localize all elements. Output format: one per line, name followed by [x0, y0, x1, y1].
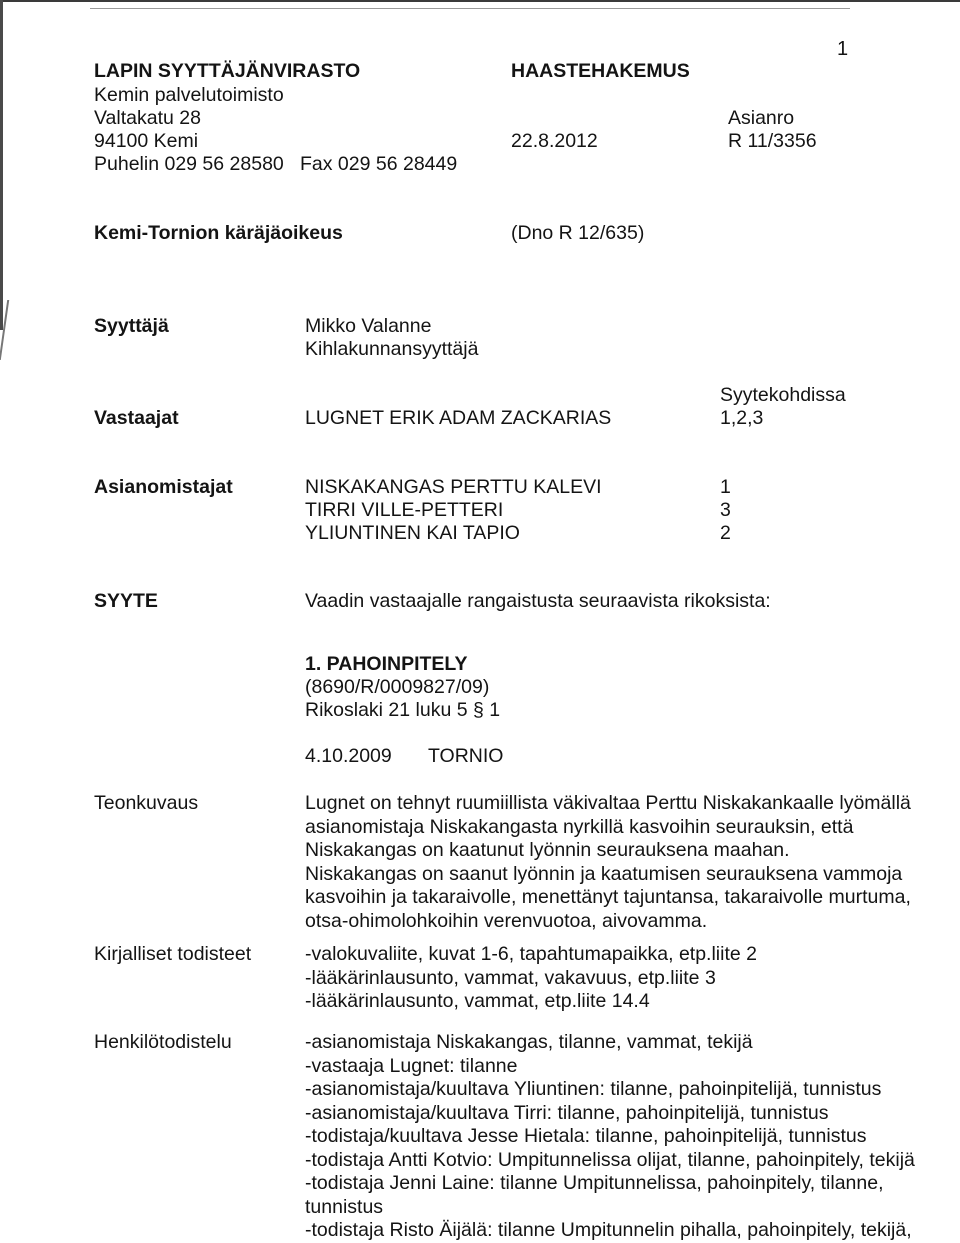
written-evidence-list: [305, 943, 757, 1014]
description-text: [305, 792, 911, 933]
document-date: 22.8.2012: [511, 130, 598, 152]
case-number: R 11/3356: [728, 130, 817, 152]
written-evidence-item: -lääkärinlausunto, vammat, etp.liite 14.4: [305, 990, 650, 1012]
complainant-count: 1: [720, 476, 731, 498]
case-label: Asianro: [728, 107, 795, 129]
witness-evidence-list: [305, 1031, 915, 1243]
witness-evidence-item: -todistaja Jenni Laine: tilanne Umpitunnelissa, pahoinpitely, tilanne,: [305, 1172, 884, 1194]
witness-evidence-label: Henkilötodistelu: [94, 1031, 232, 1053]
complainants-label: Asianomistajat: [94, 476, 233, 498]
sender-office: Kemin palvelutoimisto: [94, 84, 284, 106]
witness-evidence-item: tunnistus: [305, 1195, 384, 1218]
charge-section-label: SYYTE: [94, 590, 158, 612]
description-label: Teonkuvaus: [94, 792, 199, 814]
count-date: 4.10.2009: [305, 745, 392, 767]
witness-evidence-item: -todistaja Antti Kotvio: Umpitunnelissa olijat, tilanne, pahoinpitely, tekijä: [305, 1148, 915, 1171]
charge-intro: Vaadin vastaajalle rangaistusta seuraavista rikoksista:: [305, 590, 771, 612]
sender-org: LAPIN SYYTTÄJÄNVIRASTO: [94, 60, 361, 82]
description-line: Niskakangas on saanut lyönnin ja kaatumisen seurauksena vammoja: [305, 862, 903, 885]
count-reference: (8690/R/0009827/09): [305, 676, 490, 698]
complainant-name: NISKAKANGAS PERTTU KALEVI: [305, 476, 602, 498]
sender-phone: Puhelin 029 56 28580: [94, 153, 284, 175]
description-line: asianomistaja Niskakangasta nyrkillä kasvoihin seurauksin, että: [305, 815, 854, 838]
description-line: Niskakangas on kaatunut lyönnin seurauksena maahan.: [305, 839, 790, 861]
charges-header: Syytekohdissa: [720, 384, 846, 406]
description-line: Lugnet on tehnyt ruumiillista väkivaltaa Perttu Niskakankaalle lyömällä: [305, 792, 911, 814]
sender-fax: Fax 029 56 28449: [300, 153, 458, 175]
witness-evidence-item: -asianomistaja/kuultava Yliuntinen: tilanne, pahoinpitelijä, tunnistus: [305, 1078, 882, 1100]
defendant-name: LUGNET ERIK ADAM ZACKARIAS: [305, 407, 612, 429]
witness-evidence-item: -vastaaja Lugnet: tilanne: [305, 1054, 518, 1077]
written-evidence-label: Kirjalliset todisteet: [94, 943, 252, 965]
prosecutor-name: Mikko Valanne: [305, 315, 432, 337]
scan-edge-top: [0, 0, 960, 2]
court-name: Kemi-Tornion käräjäoikeus: [94, 222, 343, 244]
count-law: Rikoslaki 21 luku 5 § 1: [305, 699, 501, 721]
count-place: TORNIO: [428, 745, 504, 767]
prosecutor-label: Syyttäjä: [94, 315, 169, 337]
complainant-count: 2: [720, 522, 731, 544]
witness-evidence-item: -asianomistaja/kuultava Tirri: tilanne, pahoinpitelijä, tunnistus: [305, 1101, 829, 1124]
document-type: HAASTEHAKEMUS: [511, 60, 690, 82]
description-line: otsa-ohimolohkoihin verenvuotoa, aivovamma.: [305, 909, 708, 932]
written-evidence-item: -valokuvaliite, kuvat 1-6, tapahtumapaikka, etp.liite 2: [305, 943, 757, 965]
defendant-charges: 1,2,3: [720, 407, 764, 429]
sender-street: Valtakatu 28: [94, 107, 201, 129]
complainant-name: TIRRI VILLE-PETTERI: [305, 499, 504, 521]
scan-edge-line: [90, 8, 850, 9]
complainant-count: 3: [720, 499, 731, 521]
prosecutor-title: Kihlakunnansyyttäjä: [305, 338, 479, 360]
sender-postal: 94100 Kemi: [94, 130, 199, 152]
witness-evidence-item: -asianomistaja Niskakangas, tilanne, vammat, tekijä: [305, 1031, 753, 1053]
page-number: 1: [837, 38, 849, 60]
witness-evidence-item: -todistaja/kuultava Jesse Hietala: tilanne, pahoinpitelijä, tunnistus: [305, 1125, 867, 1147]
written-evidence-item: -lääkärinlausunto, vammat, vakavuus, etp.liite 3: [305, 966, 716, 989]
description-line: kasvoihin ja takaraivolle, menettänyt tajuntansa, takaraivolle murtuma,: [305, 886, 911, 908]
count-title: 1. PAHOINPITELY: [305, 653, 468, 675]
complainant-name: YLIUNTINEN KAI TAPIO: [305, 522, 520, 544]
defendants-label: Vastaajat: [94, 407, 179, 429]
scan-edge-left: [0, 0, 3, 330]
witness-evidence-item: -todistaja Risto Äijälä: tilanne Umpitunnelin pihalla, pahoinpitely, tekijä,: [305, 1219, 912, 1241]
court-dno: (Dno R 12/635): [511, 222, 645, 244]
